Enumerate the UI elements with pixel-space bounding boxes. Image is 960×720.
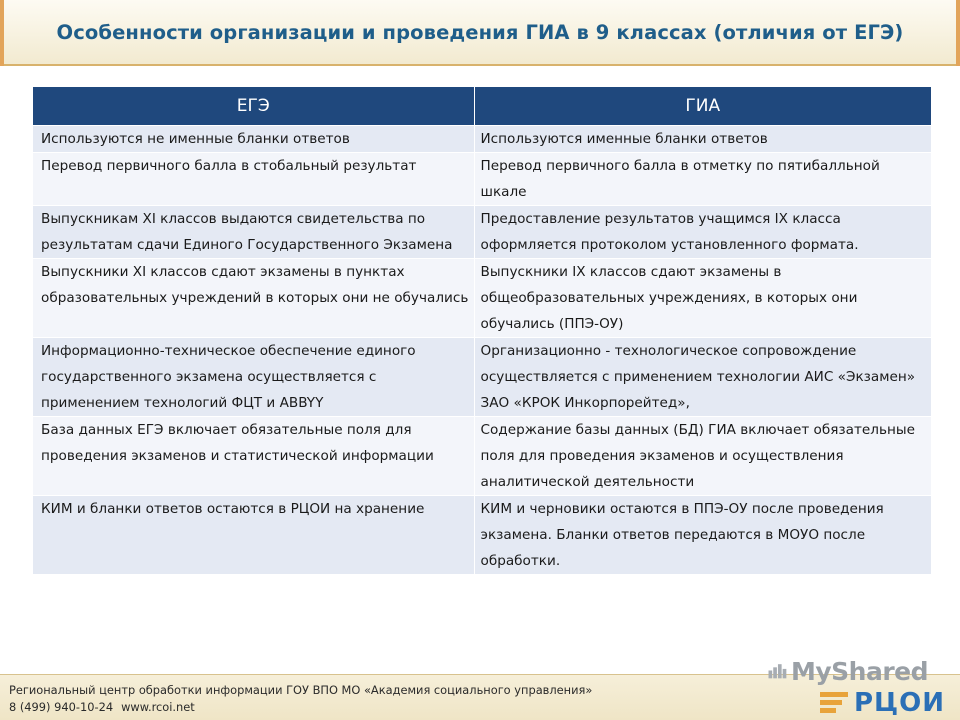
comparison-table-container — [33, 87, 931, 574]
table-cell-gia: Организационно - технологическое сопровождение осуществляется с применением технологии АИС «Экзамен» ЗАО «КРОК Инкорпорейтед», — [474, 337, 931, 416]
rcoi-logo-text: РЦОИ — [854, 688, 946, 718]
footer-phone: 8 (499) 940-10-24 — [9, 700, 114, 714]
myshared-text: MyShared — [790, 656, 928, 686]
page-title: Особенности организации и проведения ГИА в 9 классах (отличия от ЕГЭ) — [56, 20, 904, 44]
table-cell-ege: База данных ЕГЭ включает обязательные поля для проведения экзаменов и статистической информации — [33, 416, 474, 495]
table-cell-gia: Перевод первичного балла в отметку по пятибалльной шкале — [474, 152, 931, 205]
footer-contacts — [9, 700, 195, 714]
table-row — [33, 337, 931, 416]
table-cell-gia: КИМ и черновики остаются в ППЭ-ОУ после проведения экзамена. Бланки ответов передаются в МОУО после обработки. — [474, 495, 931, 574]
table-cell-gia: Используются именные бланки ответов — [474, 125, 931, 152]
table-row — [33, 152, 931, 205]
table-header-row — [33, 87, 931, 125]
table-row — [33, 495, 931, 574]
table-cell-gia: Содержание базы данных (БД) ГИА включает обязательные поля для проведения экзаменов и осуществления аналитической деятельности — [474, 416, 931, 495]
table-cell-ege: Выпускникам XI классов выдаются свидетельства по результатам сдачи Единого Государственного Экзамена — [33, 205, 474, 258]
table-row — [33, 416, 931, 495]
footer-org: Региональный центр обработки информации ГОУ ВПО МО «Академия социального управления» — [9, 683, 593, 697]
table-row — [33, 258, 931, 337]
header-bar — [0, 0, 960, 66]
myshared-watermark — [768, 654, 928, 688]
comparison-table — [33, 87, 931, 574]
table-cell-ege: Выпускники XI классов сдают экзамены в пунктах образовательных учреждений в которых они не обучались — [33, 258, 474, 337]
rcoi-logo — [820, 688, 954, 718]
table-cell-ege: Информационно-техническое обеспечение единого государственного экзамена осуществляется с применением технологий ФЦТ и ABBYY — [33, 337, 474, 416]
rcoi-logo-mark — [820, 690, 850, 716]
table-cell-gia: Выпускники IX классов сдают экзамены в общеобразовательных учреждениях, в которых они обучались (ППЭ-ОУ) — [474, 258, 931, 337]
table-cell-ege: Перевод первичного балла в стобальный результат — [33, 152, 474, 205]
table-cell-ege: Используются не именные бланки ответов — [33, 125, 474, 152]
table-cell-ege: КИМ и бланки ответов остаются в РЦОИ на хранение — [33, 495, 474, 574]
table-row — [33, 205, 931, 258]
header-ege: ЕГЭ — [33, 87, 474, 125]
myshared-icon — [768, 655, 789, 687]
table-cell-gia: Предоставление результатов учащимся IX класса оформляется протоколом установленного формата. — [474, 205, 931, 258]
footer-website[interactable]: www.rcoi.net — [121, 700, 195, 714]
table-row — [33, 125, 931, 152]
header-gia: ГИА — [474, 87, 931, 125]
